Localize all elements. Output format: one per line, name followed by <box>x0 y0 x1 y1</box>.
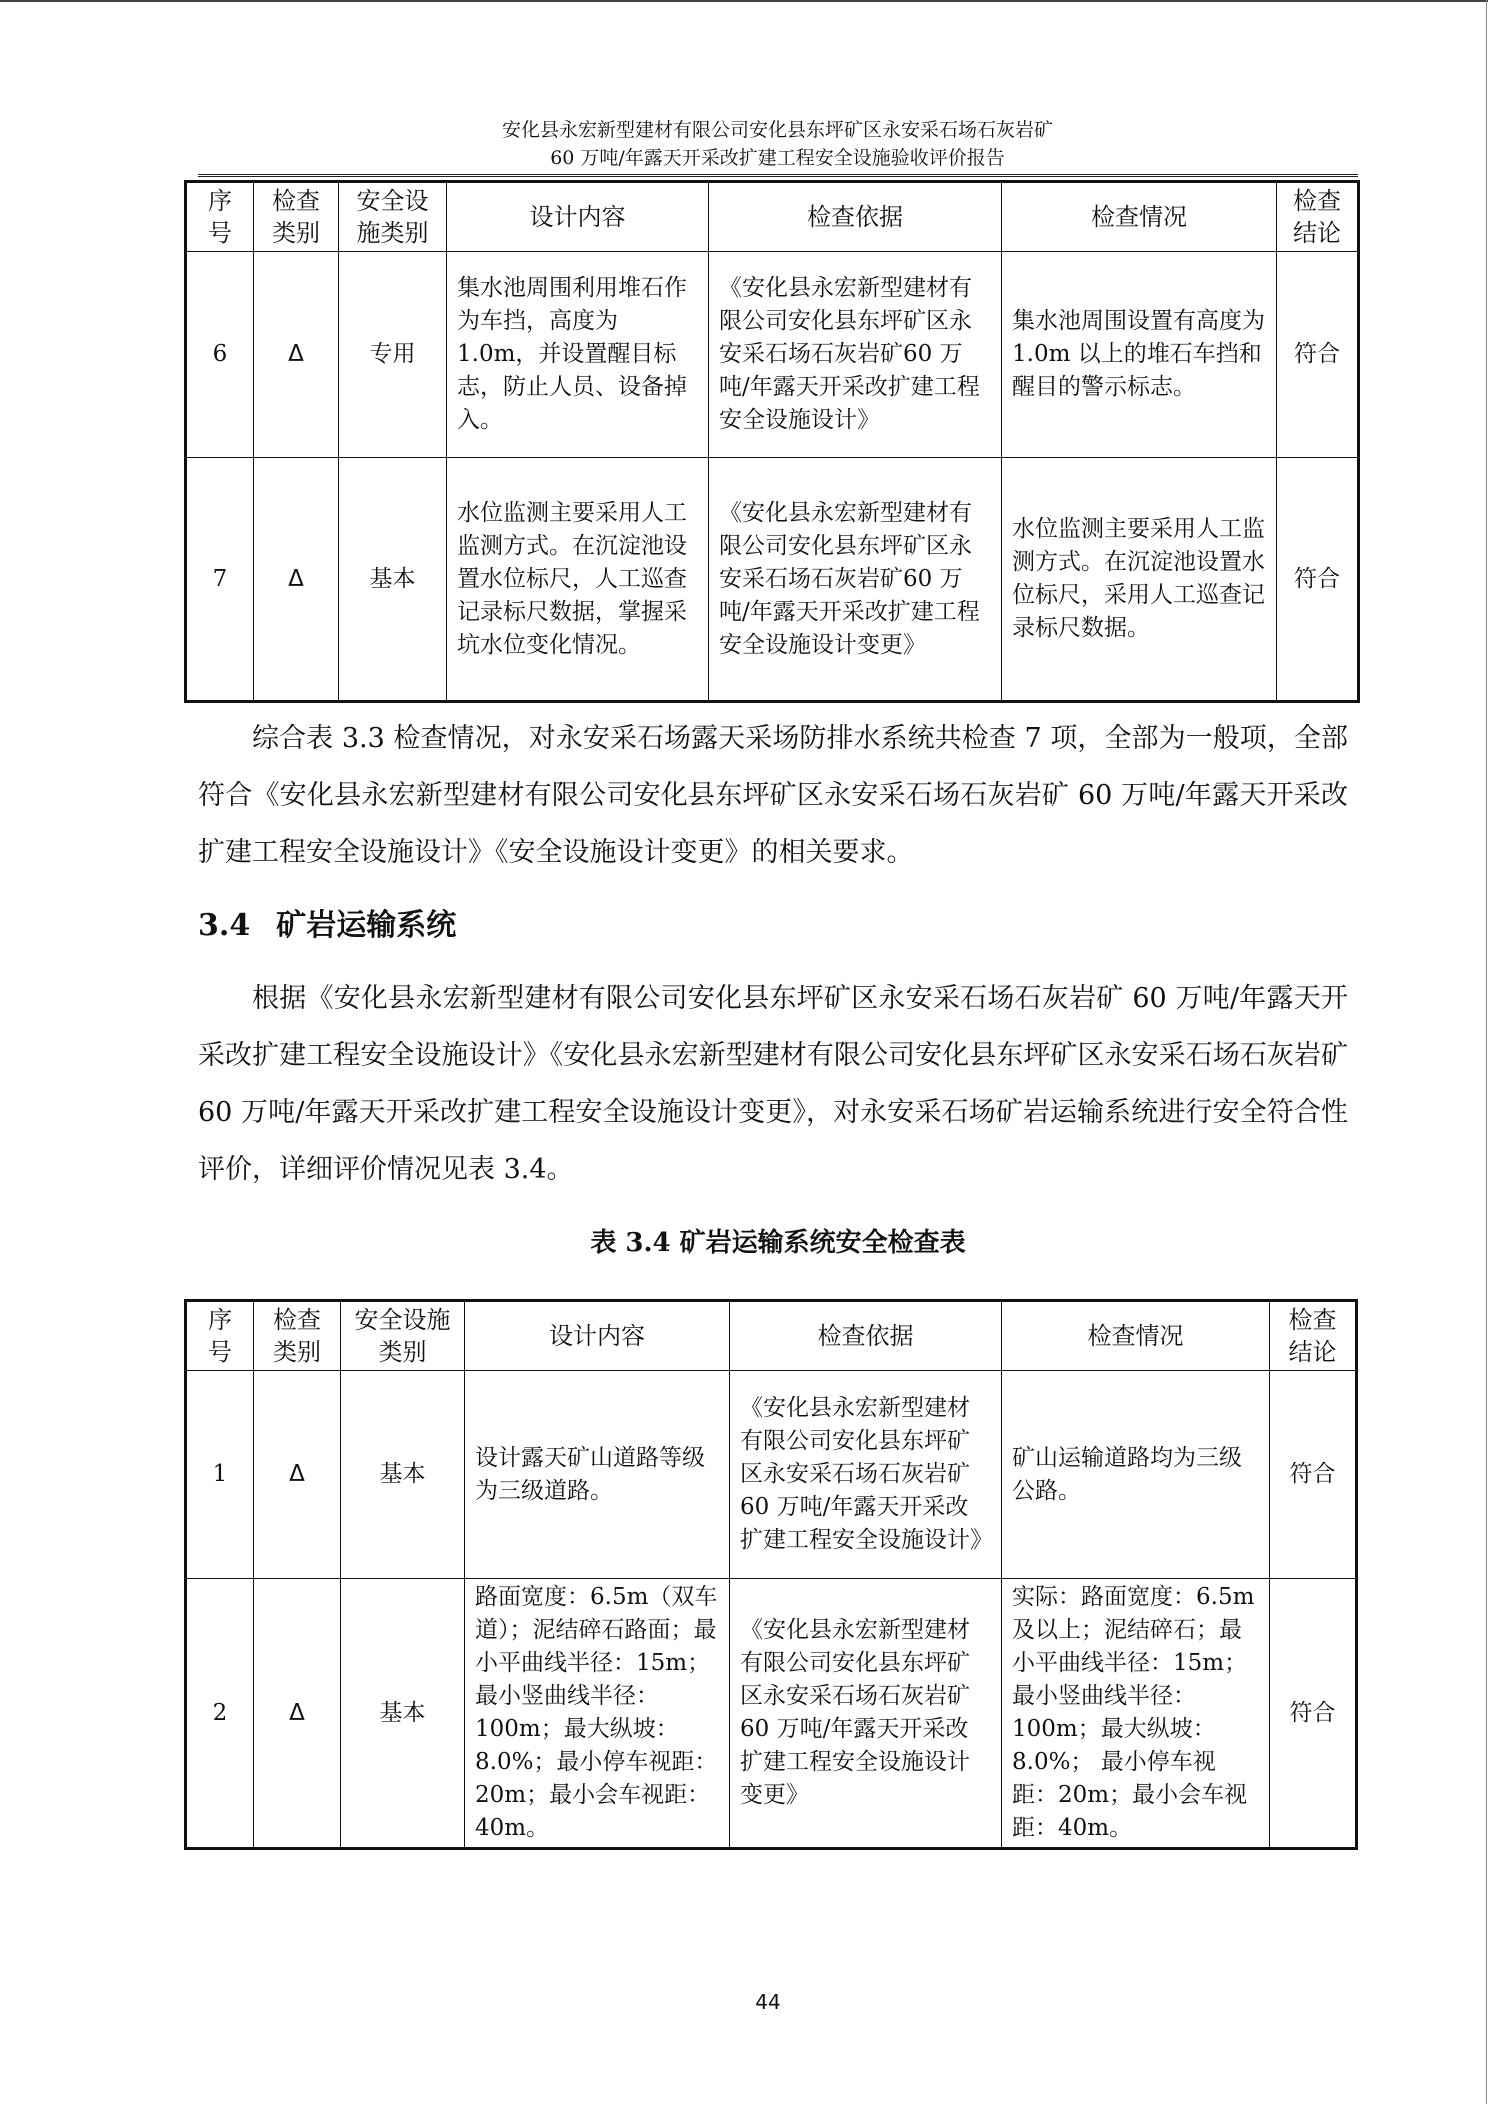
header-no: 序号 <box>186 1301 254 1371</box>
cell-no: 6 <box>186 252 254 458</box>
page-right-border <box>1486 0 1487 2104</box>
section-title: 矿岩运输系统 <box>276 908 457 943</box>
table-3-4 <box>184 1299 1358 1850</box>
cell-check-type: Δ <box>254 252 339 458</box>
table-row <box>186 252 1359 458</box>
header-check-type: 检查类别 <box>254 182 339 252</box>
cell-basis: 《安化县永宏新型建材有限公司安化县东坪矿区永安采石场石灰岩矿 60 万吨/年露天开采改扩建工程安全设施设计》 <box>730 1371 1002 1579</box>
running-header <box>200 116 1355 172</box>
cell-conclusion: 符合 <box>1270 1579 1357 1849</box>
header-no: 序号 <box>186 182 254 252</box>
header-conclusion: 检查结论 <box>1270 1301 1357 1371</box>
cell-basis: 《安化县永宏新型建材有限公司安化县东坪矿区永安采石场石灰岩矿60 万吨/年露天开采改扩建工程安全设施设计》 <box>709 252 1002 458</box>
cell-facility-type: 基本 <box>339 458 447 702</box>
section-heading <box>198 900 456 944</box>
cell-facility-type: 专用 <box>339 252 447 458</box>
cell-basis: 《安化县永宏新型建材有限公司安化县东坪矿区永安采石场石灰岩矿 60 万吨/年露天开采改扩建工程安全设施设计变更》 <box>730 1579 1002 1849</box>
section-number: 3.4 <box>198 908 251 943</box>
header-facility-type: 安全设施类别 <box>341 1301 465 1371</box>
cell-check-type: Δ <box>254 1371 341 1579</box>
header-design: 设计内容 <box>465 1301 730 1371</box>
cell-status: 实际：路面宽度：6.5m 及以上；泥结碎石；最小平曲线半径：15m；最小竖曲线半径：100m；最大纵坡：8.0%； 最小停车视距：20m；最小会车视距：40m。 <box>1002 1579 1270 1849</box>
intro-paragraph: 根据《安化县永宏新型建材有限公司安化县东坪矿区永安采石场石灰岩矿 60 万吨/年露天开采改扩建工程安全设施设计》《安化县永宏新型建材有限公司安化县东坪矿区永安采石场石灰岩矿 60 万吨/年露天开采改扩建工程安全设施设计变更》，对永安采石场矿岩运输系统进行安全符合性评价，详细评价情况见表 3.4。 <box>198 983 1348 1185</box>
table-caption: 表 3.4 矿岩运输系统安全检查表 <box>590 1228 966 1258</box>
cell-no: 7 <box>186 458 254 702</box>
running-header-line-1: 安化县永宏新型建材有限公司安化县东坪矿区永安采石场石灰岩矿 <box>501 119 1053 141</box>
table-header-row <box>186 1301 1357 1371</box>
cell-conclusion: 符合 <box>1270 1371 1357 1579</box>
cell-design: 水位监测主要采用人工监测方式。在沉淀池设置水位标尺，人工巡查记录标尺数据，掌握采坑水位变化情况。 <box>447 458 709 702</box>
table-header-row <box>186 182 1359 252</box>
table-3-3-continued <box>184 180 1360 703</box>
header-basis: 检查依据 <box>709 182 1002 252</box>
cell-facility-type: 基本 <box>341 1371 465 1579</box>
cell-facility-type: 基本 <box>341 1579 465 1849</box>
table-row <box>186 1579 1357 1849</box>
header-status: 检查情况 <box>1002 182 1277 252</box>
cell-design: 集水池周围利用堆石作为车挡，高度为1.0m，并设置醒目标志，防止人员、设备掉入。 <box>447 252 709 458</box>
header-conclusion: 检查结论 <box>1277 182 1359 252</box>
header-rule <box>198 174 1358 177</box>
header-status: 检查情况 <box>1002 1301 1270 1371</box>
cell-no: 1 <box>186 1371 254 1579</box>
table-row <box>186 1371 1357 1579</box>
page-number: 44 <box>755 1990 781 2014</box>
cell-design: 设计露天矿山道路等级为三级道路。 <box>465 1371 730 1579</box>
cell-design: 路面宽度：6.5m（双车道）；泥结碎石路面；最小平曲线半径：15m；最小竖曲线半径：100m；最大纵坡：8.0%；最小停车视距：20m；最小会车视距：40m。 <box>465 1579 730 1849</box>
header-design: 设计内容 <box>447 182 709 252</box>
cell-basis: 《安化县永宏新型建材有限公司安化县东坪矿区永安采石场石灰岩矿60 万吨/年露天开采改扩建工程安全设施设计变更》 <box>709 458 1002 702</box>
summary-paragraph: 综合表 3.3 检查情况，对永安采石场露天采场防排水系统共检查 7 项，全部为一般项，全部符合《安化县永宏新型建材有限公司安化县东坪矿区永安采石场石灰岩矿 60 万吨/年露天开采改扩建工程安全设施设计》《安全设施设计变更》的相关要求。 <box>198 723 1348 868</box>
cell-conclusion: 符合 <box>1277 458 1359 702</box>
cell-status: 矿山运输道路均为三级公路。 <box>1002 1371 1270 1579</box>
header-facility-type: 安全设施类别 <box>339 182 447 252</box>
header-basis: 检查依据 <box>730 1301 1002 1371</box>
running-header-line-2: 60 万吨/年露天开采改扩建工程安全设施验收评价报告 <box>550 147 1005 169</box>
cell-check-type: Δ <box>254 458 339 702</box>
cell-conclusion: 符合 <box>1277 252 1359 458</box>
cell-status: 集水池周围设置有高度为 1.0m 以上的堆石车挡和醒目的警示标志。 <box>1002 252 1277 458</box>
header-check-type: 检查类别 <box>254 1301 341 1371</box>
table-row <box>186 458 1359 702</box>
cell-check-type: Δ <box>254 1579 341 1849</box>
cell-status: 水位监测主要采用人工监测方式。在沉淀池设置水位标尺，采用人工巡查记录标尺数据。 <box>1002 458 1277 702</box>
cell-no: 2 <box>186 1579 254 1849</box>
page-top-border <box>0 0 1488 2</box>
